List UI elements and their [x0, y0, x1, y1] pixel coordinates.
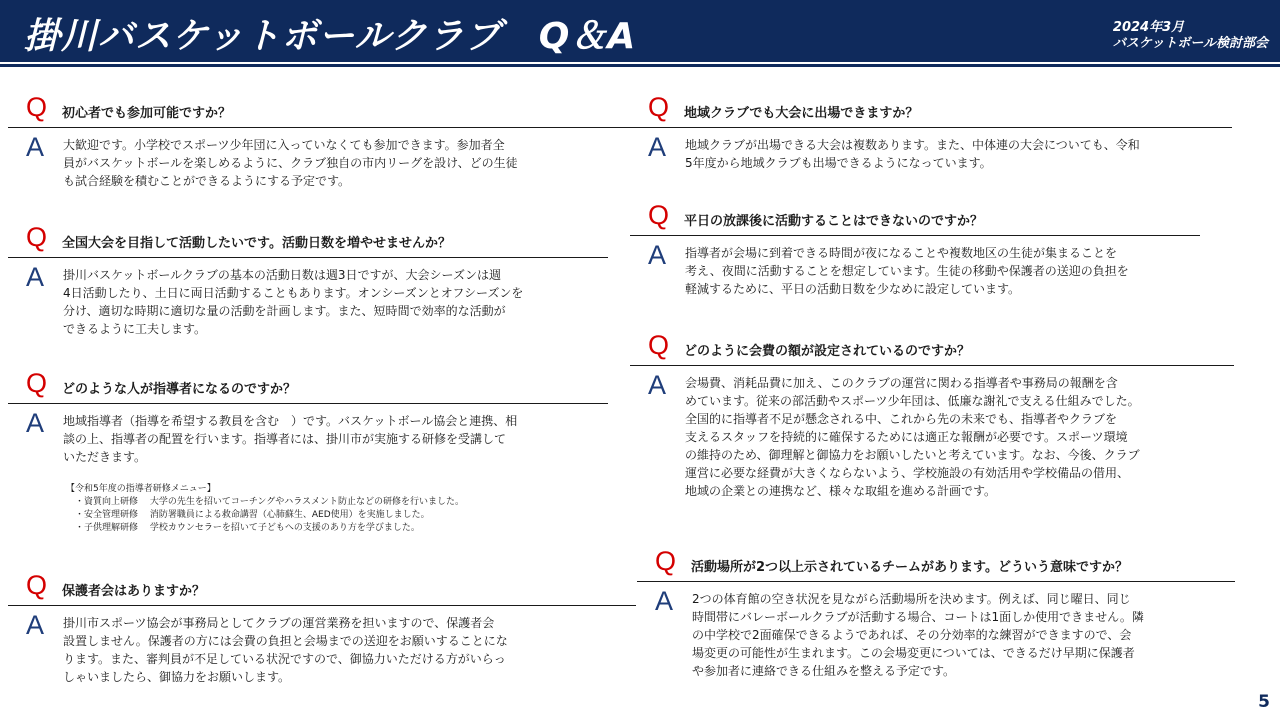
question-divider	[630, 365, 1234, 366]
header-divider	[0, 64, 1280, 67]
answer-text: 地域クラブが出場できる大会は複数あります。また、中体連の大会についても、令和 5年度から地域クラブも出場できるようになっています。	[685, 138, 1140, 170]
question-text: どのように会費の額が設定されているのですか？	[684, 344, 971, 359]
qa-item-club-tournament	[648, 94, 1248, 172]
answer-text: 2つの体育館の空き状況を見ながら活動場所を決めます。例えば、同じ曜日、同じ 時間帯にバレーボールクラブが活動する場合、コートは1面しか使用できません。隣 の中学校で2面確保できるようであれば、その分効率的な練習ができますので、会 場変更の可能性が生まれます。この会場変更については、できるだけ早期に保護者 や参加者に連絡できる仕組みを整える予定です。	[692, 592, 1144, 678]
header-org: バスケットボール検討部会	[1112, 36, 1268, 51]
answer-mark: A	[648, 240, 667, 270]
question-mark: Q	[648, 330, 670, 360]
question-divider	[8, 257, 608, 258]
question-mark: Q	[26, 368, 48, 398]
question-text: 平日の放課後に活動することはできないのですか？	[684, 214, 984, 229]
question-text: 地域クラブでも大会に出場できますか？	[684, 106, 919, 121]
question-divider	[630, 235, 1200, 236]
page-number: 5	[1258, 692, 1270, 712]
qa-item-beginner	[26, 94, 616, 190]
training-menu-note: 【令和5年度の指導者研修メニュー】 ・資質向上研修 大学の先生を招いてコーチングやハラスメント防止などの研修を行いました。 ・安全管理研修 消防署職員による救命講習（心肺蘇生、AED使用）を実施しました。 ・子供理解研修 学校カウンセラーを招いて子どもへの支援のあり方を学びました。	[66, 484, 464, 533]
qa-item-parents-association	[26, 572, 616, 686]
answer-text: 掛川バスケットボールクラブの基本の活動日数は週3日ですが、大会シーズンは週 4日活動したり、土日に両日活動することもあります。オンシーズンとオフシーズンを 分け、適切な時期に適切な量の活動を計画します。また、短時間で効率的な活動が できるように工夫します。	[63, 268, 524, 336]
question-mark: Q	[648, 200, 670, 230]
answer-mark: A	[26, 262, 45, 292]
answer-text: 指導者が会場に到着できる時間が夜になることや複数地区の生徒が集まることを 考え、夜間に活動することを想定しています。生徒の移動や保護者の送迎の負担を 軽減するために、平日の活動日数を少なめに設定しています。	[685, 246, 1129, 296]
answer-mark: A	[655, 586, 674, 616]
answer-mark: A	[648, 132, 667, 162]
question-divider	[8, 127, 636, 128]
question-text: 初心者でも参加可能ですか？	[62, 106, 232, 121]
question-mark: Q	[26, 570, 48, 600]
question-mark: Q	[655, 546, 677, 576]
answer-text: 大歓迎です。小学校でスポーツ少年団に入っていなくても参加できます。参加者全 員がバスケットボールを楽しめるように、クラブ独自の市内リーグを設け、どの生徒 も試合経験を積むことができるようにする予定です。	[63, 138, 518, 188]
question-divider	[637, 581, 1235, 582]
question-mark: Q	[648, 92, 670, 122]
qa-item-membership-fee	[648, 332, 1248, 500]
question-text: 活動場所が2つ以上示されているチームがあります。どういう意味ですか？	[691, 560, 1129, 575]
question-text: 全国大会を目指して活動したいです。活動日数を増やせませんか？	[62, 236, 451, 251]
qa-item-instructors	[26, 370, 616, 466]
header-date: 2024年3月	[1112, 20, 1185, 35]
question-divider	[8, 605, 636, 606]
header-meta	[1113, 20, 1268, 52]
question-text: 保護者会はありますか？	[62, 584, 206, 599]
answer-mark: A	[648, 370, 667, 400]
header-bar	[0, 0, 1280, 62]
question-divider	[8, 403, 608, 404]
qa-item-national-tournament	[26, 224, 616, 338]
qa-item-weekday-activity	[648, 202, 1248, 298]
question-text: どのような人が指導者になるのですか？	[62, 382, 297, 397]
answer-text: 会場費、消耗品費に加え、このクラブの運営に関わる指導者や事務局の報酬を含 めています。従来の部活動やスポーツ少年団は、低廉な謝礼で支える仕組みでした。 全国的に指導者不足が懸念される中、これから先の未来でも、指導者やクラブを 支えるスタッフを持続的に確保するためには適正な報酬が必要です。スポーツ環境 の維持のため、御理解と御協力をお願いしたいと考えています。なお、今後、クラブ 運営に必要な経費が大きくならないよう、学校施設の有効活用や学校備品の借用、 地域の企業との連携など、様々な取組を進める計画です。	[685, 376, 1140, 498]
qa-item-multiple-venues	[655, 548, 1255, 680]
answer-text: 地域指導者（指導を希望する教員を含む ）です。バスケットボール協会と連携、相 談の上、指導者の配置を行います。指導者には、掛川市が実施する研修を受講して いただきます。	[63, 414, 518, 464]
answer-mark: A	[26, 132, 45, 162]
question-mark: Q	[26, 92, 48, 122]
answer-mark: A	[26, 408, 45, 438]
page-title: 掛川バスケットボールクラブ Q＆A	[24, 16, 637, 57]
answer-mark: A	[26, 610, 45, 640]
question-mark: Q	[26, 222, 48, 252]
answer-text: 掛川市スポーツ協会が事務局としてクラブの運営業務を担いますので、保護者会 設置しません。保護者の方には会費の負担と会場までの送迎をお願いすることにな ります。また、審判員が不足している状況ですので、御協力いただける方がいらっ しゃいましたら、御協力をお願いします。	[63, 616, 508, 684]
question-divider	[630, 127, 1232, 128]
